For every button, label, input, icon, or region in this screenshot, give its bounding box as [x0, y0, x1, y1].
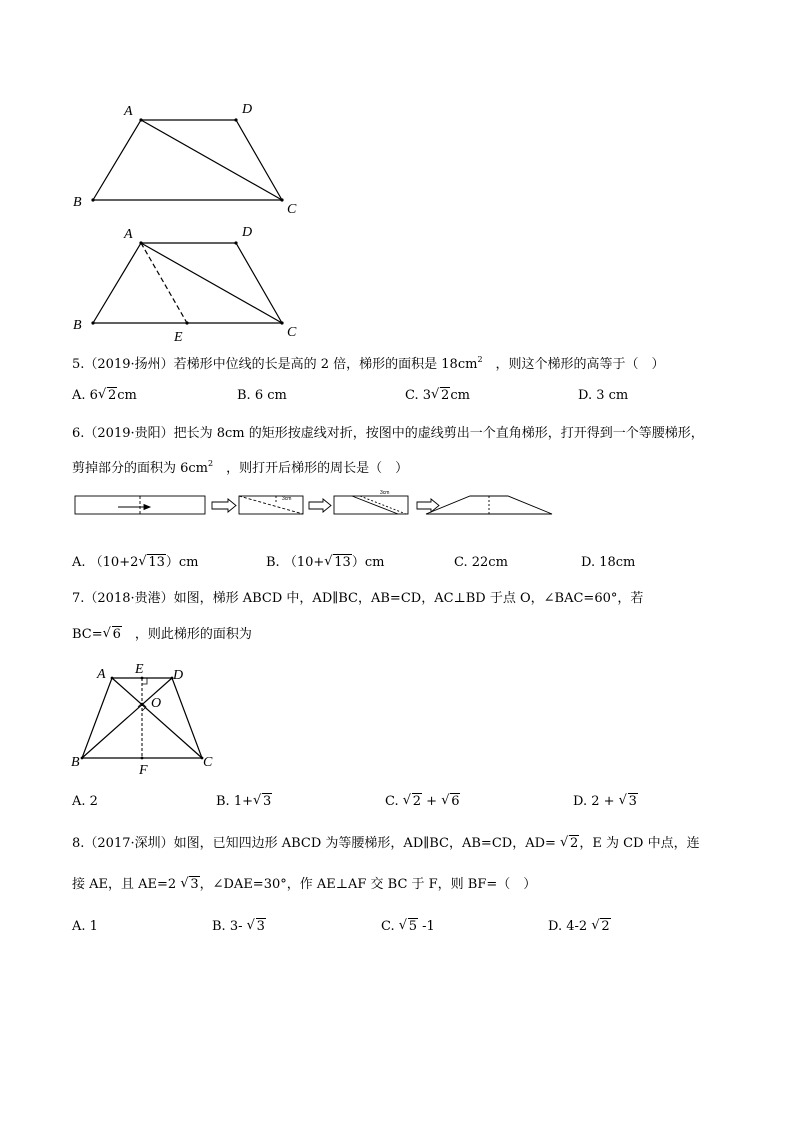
q8-option-a[interactable]: A. 1: [72, 919, 98, 934]
fig2-label-a: A: [124, 227, 133, 242]
question-7-stem-line1: 7.（2018·贵港）如图，梯形 ABCD 中，AD∥BC，AB=CD，AC⊥BD 于点 O，∠BAC=60°，若: [72, 591, 644, 606]
sqrt-symbol: √ 6: [103, 626, 122, 644]
sqrt-symbol: √ 3: [247, 918, 266, 936]
question-8-stem-line2: [72, 876, 536, 894]
strip-label-3cm-2: 3cm: [380, 490, 390, 496]
sqrt-symbol: √ 13: [324, 554, 352, 572]
sqrt-symbol: √ 6: [441, 793, 460, 811]
fig1-label-a: A: [124, 104, 133, 119]
q8-d-prefix: D. 4-2: [548, 919, 588, 934]
q7-text-after: ，则此梯形的面积为: [121, 627, 252, 642]
q8-text-2: 接 AE，且 AE=2: [72, 877, 177, 892]
q7-d-prefix: D. 2 +: [573, 794, 619, 809]
q7-text: BC=: [72, 627, 103, 642]
question-8-stem-line1: [72, 835, 700, 853]
q5-a-suffix: cm: [117, 388, 137, 403]
q7-option-c[interactable]: [385, 793, 460, 811]
sqrt-symbol: √ 5: [399, 918, 418, 936]
fig7-label-e: E: [135, 662, 144, 677]
q5-text: 5.（2019·扬州）若梯形中位线的长是高的 2 倍，梯形的面积是 18cm: [72, 357, 478, 372]
q5-c-prefix: C. 3: [405, 388, 432, 403]
q5-option-d[interactable]: D. 3 cm: [578, 388, 629, 403]
fig7-label-f: F: [139, 763, 148, 778]
fig2-label-e: E: [174, 330, 183, 345]
q7-c-plus: +: [422, 794, 442, 809]
q6-b-prefix: B. （10+: [266, 555, 325, 570]
sqrt-symbol: √ 3: [253, 793, 272, 811]
q6-a-prefix: A. （10+2: [72, 555, 139, 570]
q6-text: 剪掉部分的面积为 6cm: [72, 461, 209, 476]
sqrt-symbol: √ 2: [591, 918, 610, 936]
sqrt-symbol: √ 3: [180, 876, 199, 894]
q8-c-prefix: C.: [381, 919, 399, 934]
q6-text-after: ，则打开后梯形的周长是（ ）: [213, 461, 409, 476]
sqrt-symbol: √ 3: [619, 793, 638, 811]
q8-c-suffix: -1: [418, 919, 435, 934]
sqrt-symbol: √ 2: [403, 793, 422, 811]
fig2-label-b: B: [73, 318, 82, 333]
q5-sup: 2: [477, 355, 483, 364]
q7-b-prefix: B. 1+: [216, 794, 253, 809]
fig1-label-d: D: [242, 102, 253, 117]
diagonal-bd-7: [82, 678, 172, 758]
question-6-stem-line1: 6.（2019·贵阳）把长为 8cm 的矩形按虚线对折，按图中的虚线剪出一个直角梯形，打开得到一个等腰梯形，: [72, 426, 704, 441]
q7-option-d[interactable]: [573, 793, 638, 811]
q6-option-c[interactable]: C. 22cm: [454, 555, 508, 570]
fig1-label-b: B: [73, 195, 82, 210]
q8-option-c[interactable]: [381, 918, 435, 936]
sqrt-symbol: √ 2: [431, 387, 450, 405]
sqrt-symbol: √ 13: [138, 554, 166, 572]
fig7-label-b: B: [71, 755, 80, 770]
fig2-label-c: C: [287, 325, 297, 340]
q5-c-suffix: cm: [450, 388, 470, 403]
fig7-label-a: A: [97, 667, 106, 682]
q8-option-d[interactable]: [548, 918, 611, 936]
q5-a-prefix: A. 6: [72, 388, 98, 403]
q5-text-after: ，则这个梯形的高等于（ ）: [482, 357, 665, 372]
sqrt-symbol: √ 2: [98, 387, 117, 405]
q7-c-prefix: C.: [385, 794, 403, 809]
q6-sup: 2: [208, 459, 214, 468]
q5-option-b[interactable]: B. 6 cm: [237, 388, 287, 403]
q6-b-suffix: ）cm: [351, 555, 385, 570]
fig7-label-o: O: [151, 696, 162, 711]
q7-option-b[interactable]: [216, 793, 272, 811]
fig1-label-c: C: [287, 202, 297, 217]
fig2-label-d: D: [242, 225, 253, 240]
q8-option-b[interactable]: [212, 918, 266, 936]
q8-text: 8.（2017·深圳）如图，已知四边形 ABCD 为等腰梯形，AD∥BC，AB=CD，AD=: [72, 836, 556, 851]
q8-text-after: ，E 为 CD 中点，连: [579, 836, 700, 851]
q7-option-a[interactable]: A. 2: [72, 794, 98, 809]
fig7-label-c: C: [203, 755, 213, 770]
q8-text-2-after: ，∠DAE=30°，作 AE⊥AF 交 BC 于 F，则 BF=（ ）: [199, 877, 537, 892]
sqrt-symbol: √ 2: [560, 835, 579, 853]
diagonal-ac-7: [112, 678, 202, 758]
fig7-label-d: D: [173, 668, 184, 683]
q6-option-d[interactable]: D. 18cm: [581, 555, 636, 570]
q8-b-prefix: B. 3-: [212, 919, 243, 934]
q6-a-suffix: ）cm: [165, 555, 199, 570]
strip-label-3cm-1: 3cm: [282, 496, 292, 502]
